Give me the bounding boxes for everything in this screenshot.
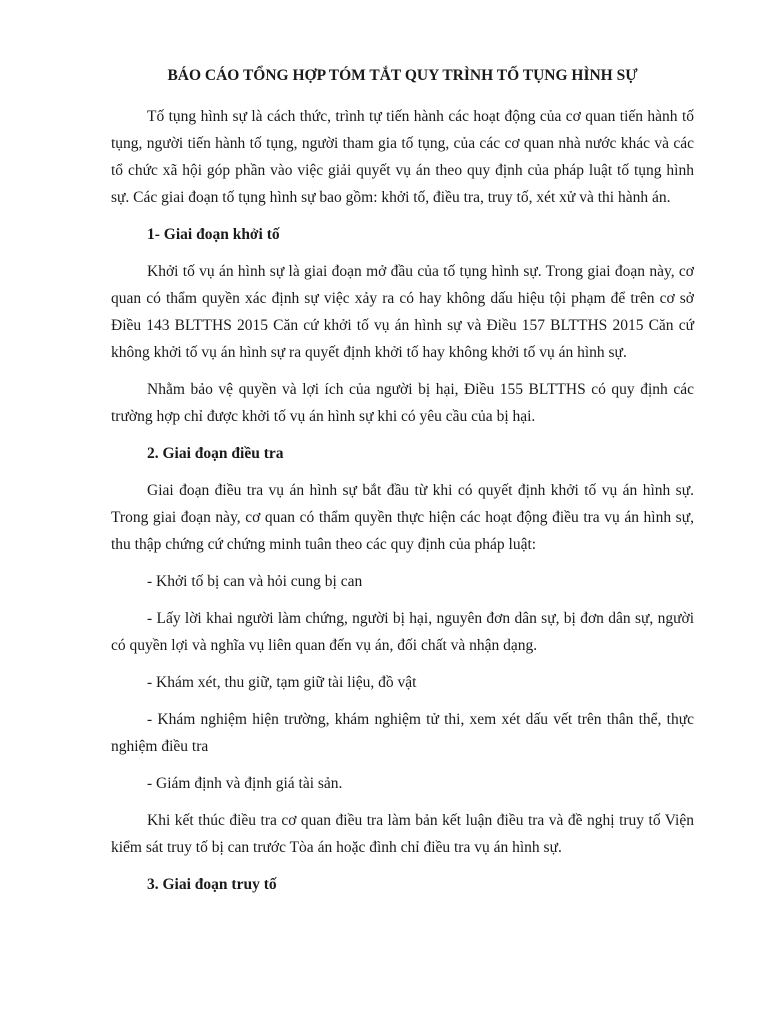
intro-paragraph: Tố tụng hình sự là cách thức, trình tự tiến hành các hoạt động của cơ quan tiến hành tố tụng, người tiến hành tố tụng, người tham gia tố tụng, của các cơ quan nhà nước khác và các tổ chức xã hội góp phần vào việc giải quyết vụ án theo quy định của pháp luật tố tụng hình sự. Các giai đoạn tố tụng hình sự bao gồm: khởi tố, điều tra, truy tố, xét xử và thi hành án. — [111, 108, 694, 206]
document-title: BÁO CÁO TỔNG HỢP TÓM TẮT QUY TRÌNH TỐ TỤNG HÌNH SỰ — [167, 67, 638, 84]
section-2-list-item: - Giám định và định giá tài sản. — [147, 775, 343, 792]
section-1-heading: 1- Giai đoạn khởi tố — [147, 226, 280, 243]
document-page — [111, 62, 694, 908]
section-1-paragraph-1: Khởi tố vụ án hình sự là giai đoạn mở đầu của tố tụng hình sự. Trong giai đoạn này, cơ quan có thẩm quyền xác định sự việc xảy ra có hay không dấu hiệu tội phạm để trên cơ sở Điều 143 BLTTHS 2015 Căn cứ khởi tố vụ án hình sự và Điều 157 BLTTHS 2015 Căn cứ không khởi tố vụ án hình sự ra quyết định khởi tố hay không khởi tố vụ án hình sự. — [111, 263, 694, 361]
section-2-heading: 2. Giai đoạn điều tra — [147, 445, 284, 462]
section-2-list-item: - Khám xét, thu giữ, tạm giữ tài liệu, đồ vật — [147, 674, 417, 691]
section-1-paragraph-2: Nhằm bảo vệ quyền và lợi ích của người bị hại, Điều 155 BLTTHS có quy định các trường hợp chỉ được khởi tố vụ án hình sự khi có yêu cầu của bị hại. — [111, 381, 694, 425]
section-2-paragraph-2: Khi kết thúc điều tra cơ quan điều tra làm bản kết luận điều tra và đề nghị truy tố Viện kiểm sát truy tố bị can trước Tòa án hoặc đình chỉ điều tra vụ án hình sự. — [111, 812, 694, 856]
section-2-paragraph-1: Giai đoạn điều tra vụ án hình sự bắt đầu từ khi có quyết định khởi tố vụ án hình sự. Trong giai đoạn này, cơ quan có thẩm quyền thực hiện các hoạt động điều tra vụ án hình sự, thu thập chứng cứ chứng minh tuân theo các quy định của pháp luật: — [111, 482, 694, 553]
section-3-heading: 3. Giai đoạn truy tố — [147, 876, 277, 893]
section-2-list-item: - Lấy lời khai người làm chứng, người bị hại, nguyên đơn dân sự, bị đơn dân sự, người có quyền lợi và nghĩa vụ liên quan đến vụ án, đối chất và nhận dạng. — [111, 610, 694, 654]
section-2-list-item: - Khám nghiệm hiện trường, khám nghiệm tử thi, xem xét dấu vết trên thân thể, thực nghiệm điều tra — [111, 711, 694, 755]
section-2-list-item: - Khởi tố bị can và hỏi cung bị can — [147, 573, 363, 590]
